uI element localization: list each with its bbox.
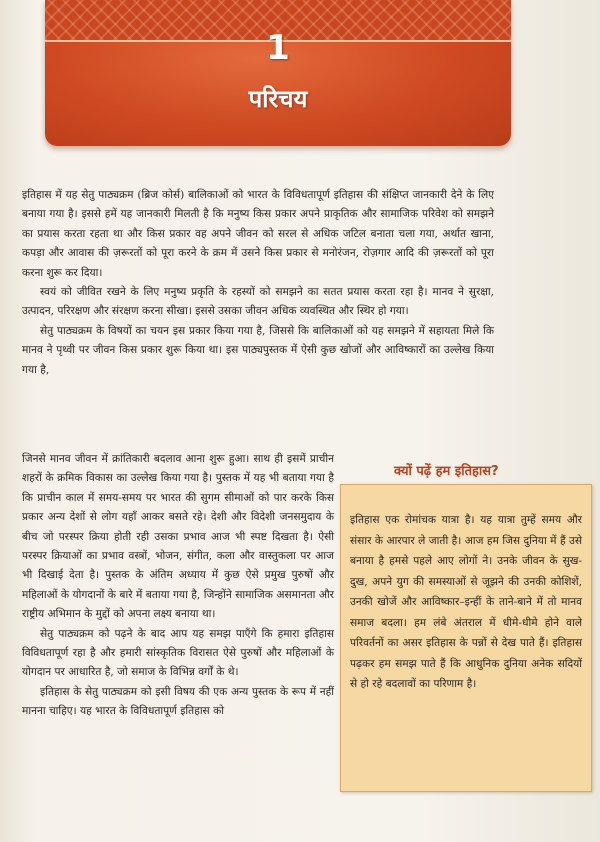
paragraph-2: स्वयं को जीवित रखने के लिए मनुष्य प्रकृति के रहस्यों को समझने का सतत प्रयास करता रहा है। मानव ने सुरक्षा, उत्पादन, परिरक्षण और संरक्षण करना सीखा। इससे उसका जीवन अधिक व्यवस्थित और स्थिर हो गया। (22, 286, 494, 318)
sidebar-title: क्यों पढ़ें हम इतिहास? (394, 464, 499, 479)
paragraph-3a: सेतु पाठ्यक्रम के विषयों का चयन इस प्रकार किया गया है, जिससे कि बालिकाओं को यह समझने में सहायता मिले कि मानव ने पृथ्वी पर जीवन किस प्रकार शुरू किया था। इस पाठ्यपुस्तक में ऐसी कुछ खोजों और आविष्कारों का उल्लेख किया गया है, (22, 324, 494, 376)
paragraph-3b: जिनसे मानव जीवन में क्रांतिकारी बदलाव आना शुरू हुआ। साथ ही इसमें प्राचीन शहरों के क्रमिक विकास का उल्लेख किया गया है। पुस्तक में यह भी बताया गया है कि प्राचीन काल में समय-समय पर भारत की सुगम सीमाओं को पार करके किस प्रकार अन्य देशों से लोग यहाँ आकर बसते रहे। देशी और विदेशी जनसमुदाय के बीच जो परस्पर क्रिया होती रही उसका प्रभाव आज भी स्पष्ट दिखता है। ऐसी परस्पर क्रियाओं का प्रभाव वस्त्रों, भोजन, संगीत, कला और वास्तुकला पर आज भी दिखाई देता है। पुस्तक के अंतिम अध्याय में कुछ ऐसे प्रमुख पुरुषों और महिलाओं के योगदानों के बारे में बताया गया है, जिन्होंने सामाजिक असमानता और राष्ट्रीय अभिमान के मुद्दों को अपना लक्ष्य बनाया था। (22, 453, 334, 621)
chapter-number: 1 (266, 28, 290, 68)
paragraph-5: इतिहास के सेतु पाठ्यक्रम को इसी विषय की एक अन्य पुस्तक के रूप में नहीं मानना चाहिए। यह भारत के विविधतापूर्ण इतिहास को (22, 685, 334, 718)
intro-text-column (22, 450, 334, 722)
sidebar-text: इतिहास एक रोमांचक यात्रा है। यह यात्रा तुम्हें समय और संसार के आरपार ले जाती है। आज हम जिस दुनिया में हैं उसे बनाया है हमसे पहले आए लोगों ने। उनके जीवन के सुख-दुख, अपने युग की समस्याओं से जूझने की उनकी कोशिशें, उनकी खोजें और आविष्कार–इन्हीं के ताने-बाने में तो मानव समाज बदला। हम लंबे अंतराल में धीमे-धीमे होने वाले परिवर्तनों का असर इतिहास के पन्नों से देख पाते हैं। इतिहास पढ़कर हम समझ पाते हैं कि आधुनिक दुनिया अनेक सदियों से हो रहे बदलावों का परिणाम है। (350, 514, 582, 690)
chapter-banner (45, 0, 511, 146)
paragraph-4: सेतु पाठ्यक्रम को पढ़ने के बाद आप यह समझ पाएँगे कि हमारा इतिहास विविधतापूर्ण रहा है और हमारी सांस्कृतिक विरासत ऐसे पुरुषों और महिलाओं के योगदान पर आधारित है, जो समाज के विभिन्न वर्गों के थे। (22, 627, 334, 679)
chapter-title: परिचय (248, 85, 308, 113)
intro-text-top (22, 186, 494, 380)
paragraph-1: इतिहास में यह सेतु पाठ्यक्रम (ब्रिज कोर्स) बालिकाओं को भारत के विविधतापूर्ण इतिहास की संक्षिप्त जानकारी देने के लिए बनाया गया है। इससे हमें यह जानकारी मिलती है कि मनुष्य किस प्रकार अपने प्राकृतिक और सामाजिक परिवेश को समझने का प्रयास करता रहता था और किस प्रकार वह अपने जीवन को सरल से अधिक जटिल बनाता चला गया, अर्थात खाना, कपड़ा और आवास की ज़रूरतों को पूरा करने के क्रम में उसने किस प्रकार से मनोरंजन, रोज़गार आदि की ज़रूरतों को पूरा करना शुरू कर दिया। (22, 189, 494, 279)
